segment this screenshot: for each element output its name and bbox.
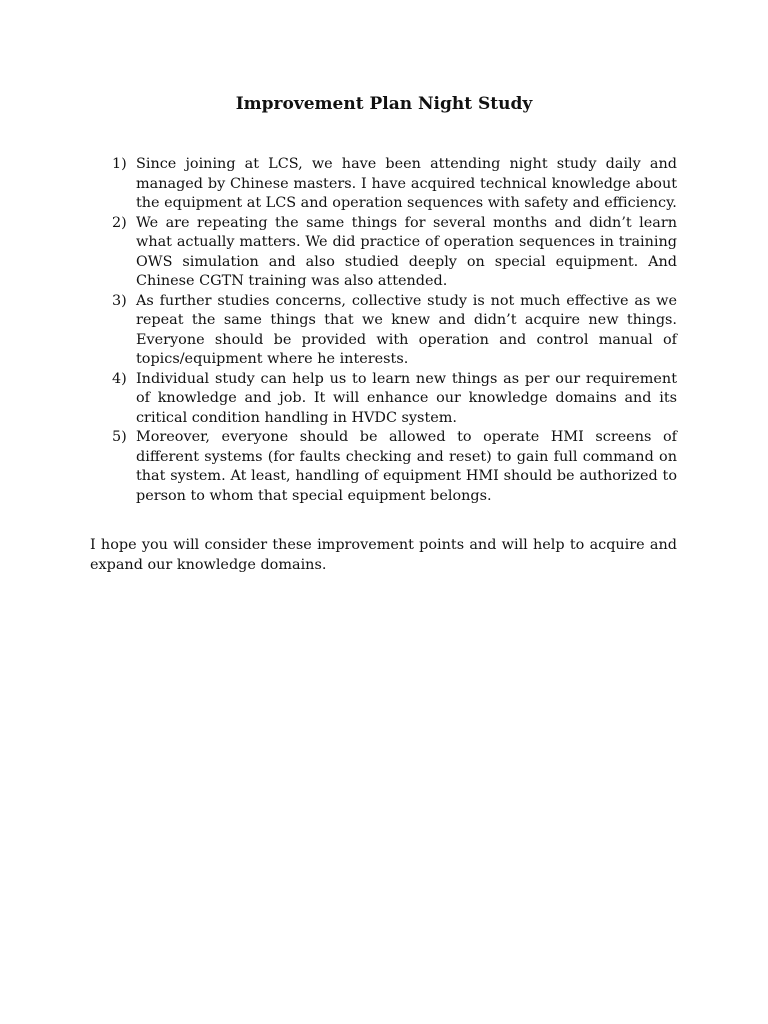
list-item-text: Individual study can help us to learn new things as per our requirement of knowledge and job. It will enhance our knowledge domains and its critical condition handling in HVDC system. [136, 370, 677, 426]
list-item-number: 3) [112, 292, 127, 309]
list-item-text: As further studies concerns, collective study is not much effective as we repeat the same things that we knew and didn’t acquire new things. Everyone should be provided with operation and control manual of topics/equipment where he interests. [136, 292, 677, 367]
list-item-number: 5) [112, 429, 127, 445]
list-item [90, 155, 677, 214]
list-item-text: Moreover, everyone should be allowed to operate HMI screens of different systems (for faults checking and reset) to gain full command on that system. At least, handling of equipment HMI should be authorized to person to whom that special equipment belongs. [136, 429, 677, 504]
list-item-number: 1) [112, 156, 127, 172]
list-item-number: 4) [112, 370, 127, 387]
closing-paragraph: I hope you will consider these improvement points and will help to acquire and expand our knowledge domains. [90, 537, 677, 573]
list-item [90, 428, 677, 506]
list-item-text: We are repeating the same things for several months and didn’t learn what actually matters. We did practice of operation sequences in training OWS simulation and also studied deeply on special equipment. And Chinese CGTN training was also attended. [136, 214, 677, 289]
list-item [90, 370, 677, 429]
list-item [90, 292, 677, 370]
improvement-points-list [90, 155, 677, 506]
document-title: Improvement Plan Night Study [235, 94, 533, 114]
list-item-number: 2) [112, 214, 127, 231]
list-item-text: Since joining at LCS, we have been attending night study daily and managed by Chinese masters. I have acquired technical knowledge about the equipment at LCS and operation sequences with safety and efficiency. [136, 156, 677, 211]
list-item [90, 214, 677, 292]
